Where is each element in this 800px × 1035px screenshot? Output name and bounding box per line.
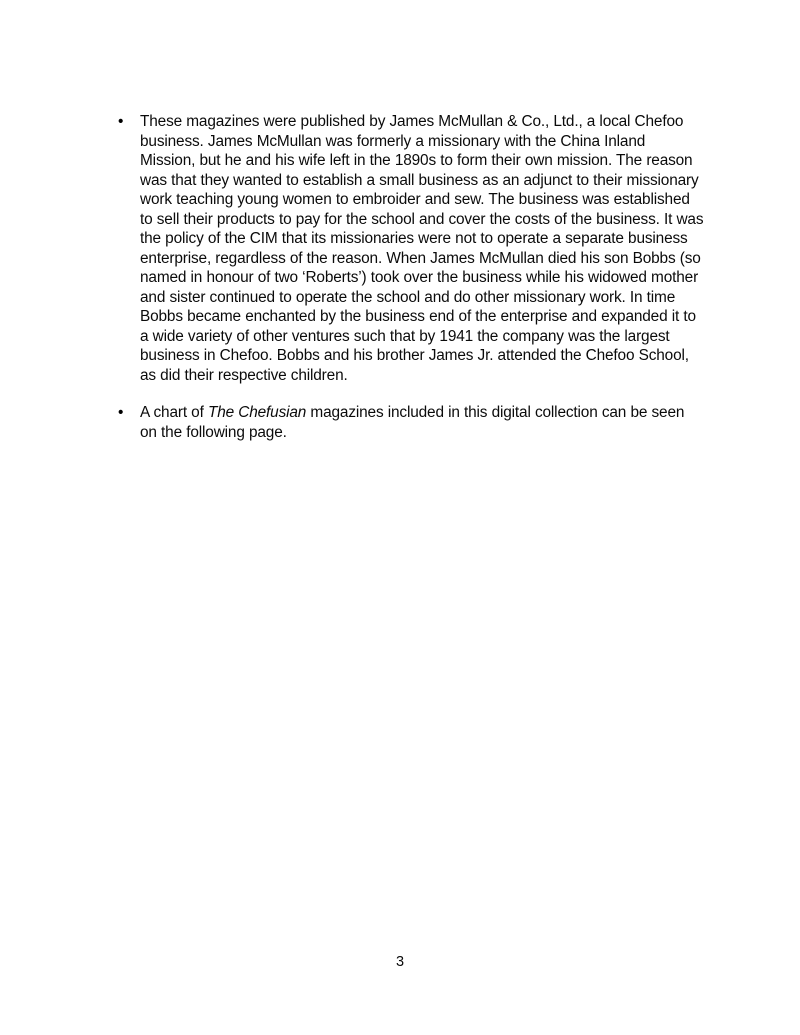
bullet-text-magazine-publisher-note: These magazines were published by James McMullan & Co., Ltd., a local Chefoo business. James McMullan was formerly a missionary with the China Inland Mission, but he and his wife left in the 1890s to form their own mission. The reason was that they wanted to establish a small business as an adjunct to their missionary work teaching young women to embroider and sew. The business was established to sell their products to pay for the school and cover the costs of the business. It was the policy of the CIM that its missionaries were not to operate a separate business enterprise, regardless of the reason. When James McMullan died his son Bobbs (so named in honour of two ‘Roberts’) took over the business while his widowed mother and sister continued to operate the school and do other missionary work. In time Bobbs became enchanted by the business end of the enterprise and expanded it to a wide variety of other ventures such that by 1941 the company was the largest business in Chefoo. Bobbs and his brother James Jr. attended the Chefoo School, as did their respective children. <box>140 113 704 384</box>
bullet-point-icon: • <box>118 113 124 130</box>
page-number: 3 <box>395 954 405 970</box>
bullet-text-chart-reference-note: A chart of The Chefusian magazines included in this digital collection can be seen on the following page. <box>140 404 685 441</box>
list-item <box>118 112 704 385</box>
document-body <box>118 112 704 442</box>
list-item <box>118 403 704 442</box>
bullet-point-icon: • <box>118 404 124 421</box>
